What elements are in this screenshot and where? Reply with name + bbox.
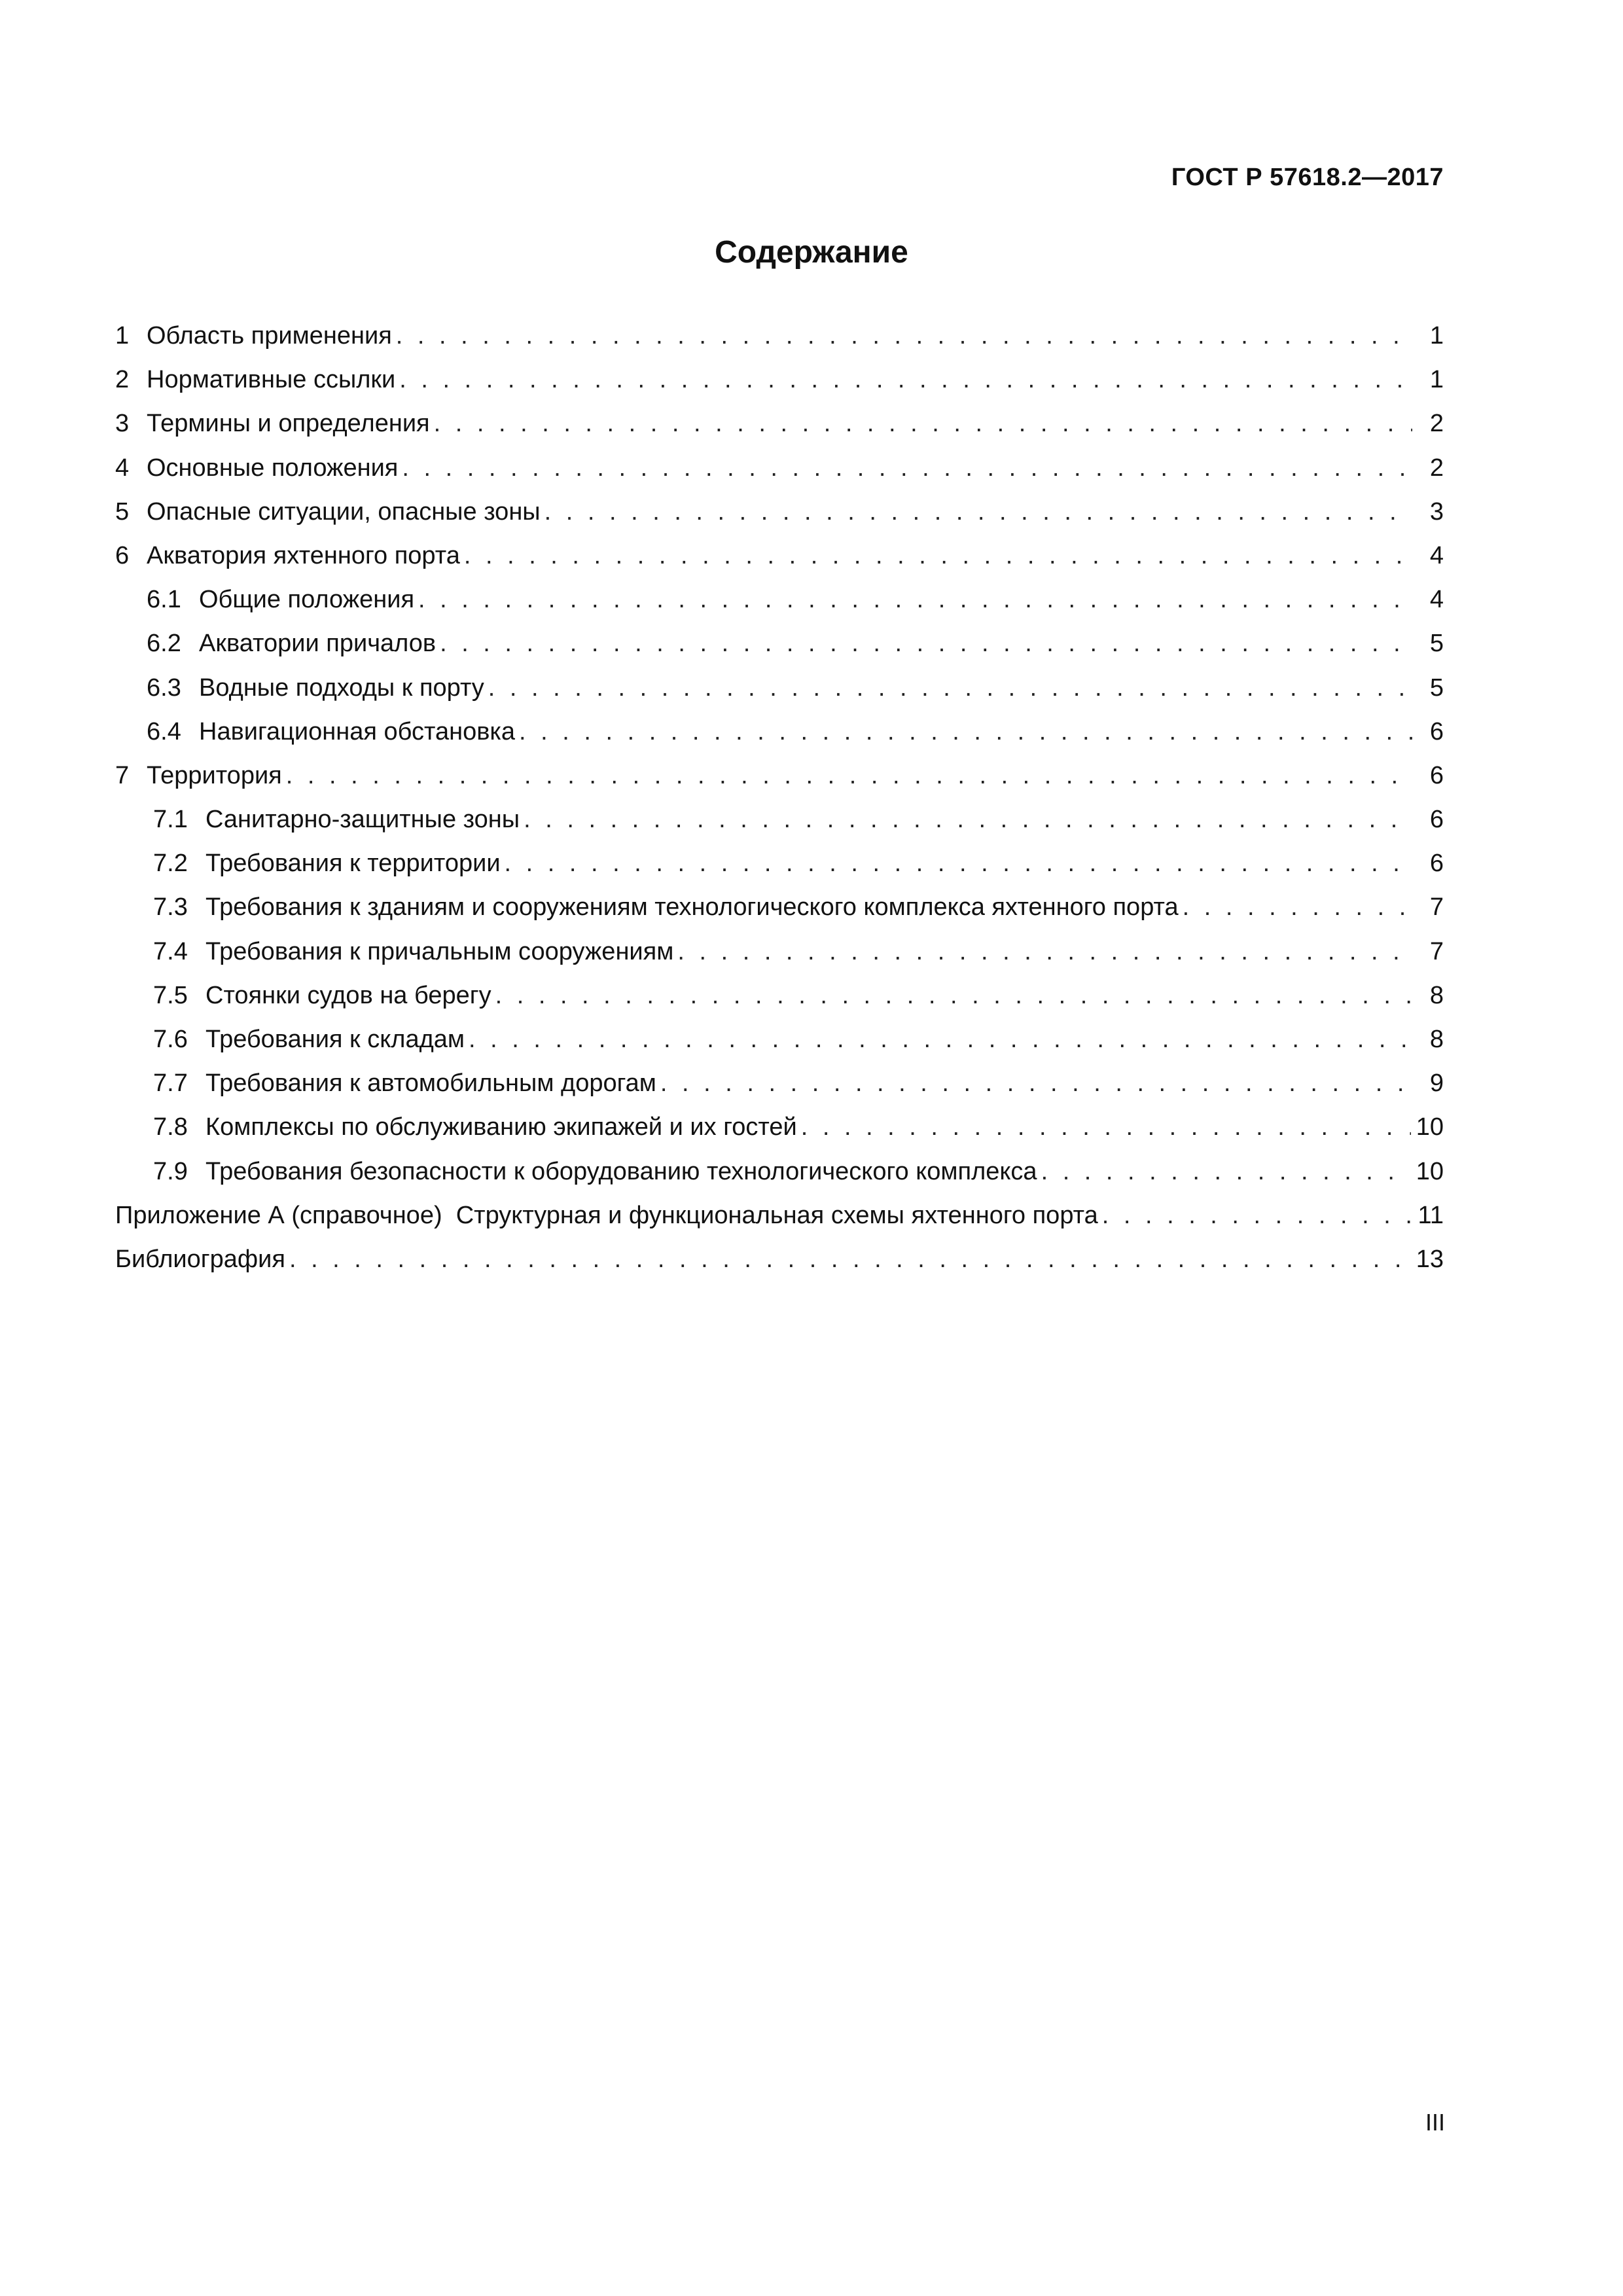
toc-entry-number: 7.8 (153, 1113, 188, 1141)
toc-leader-dots (544, 490, 1412, 534)
toc-entry-number: 6.1 (147, 586, 181, 614)
toc-entry-label: Требования к причальным сооружениям (205, 937, 674, 965)
toc-leader-dots (396, 314, 1412, 358)
toc-entry-number: 7.1 (153, 806, 188, 834)
toc-entry-label: Требования безопасности к оборудованию технологического комплекса (205, 1157, 1037, 1185)
toc-entry-6[interactable] (115, 534, 1444, 578)
toc-entry-7-4[interactable] (115, 930, 1444, 974)
toc-entry-7-6[interactable] (115, 1018, 1444, 1062)
toc-leader-dots (801, 1105, 1411, 1149)
toc-entry-page: 7 (1429, 937, 1444, 965)
toc-leader-dots (402, 446, 1412, 490)
toc-entry-page: 4 (1429, 541, 1444, 569)
toc-entry-label: Требования к зданиям и сооружениям технологического комплекса яхтенного порта (205, 893, 1179, 922)
toc-leader-dots (464, 534, 1412, 578)
toc-entry-7-5[interactable] (115, 974, 1444, 1018)
toc-leader-dots (440, 622, 1412, 666)
toc-entry-page: 7 (1429, 893, 1444, 922)
toc-leader-dots (677, 930, 1412, 974)
toc-entry-7-2[interactable] (115, 842, 1444, 886)
toc-entry-label: Территория (147, 761, 282, 789)
toc-leader-dots (488, 666, 1412, 710)
toc-entry-number: 7.6 (153, 1026, 188, 1053)
toc-entry-number: 1 (115, 322, 130, 350)
toc-entry-6-4[interactable] (115, 710, 1444, 754)
toc-leader-dots (505, 842, 1412, 886)
toc-entry-label: Требования к автомобильным дорогам (205, 1069, 656, 1098)
toc-entry-page: 10 (1416, 1157, 1444, 1185)
toc-entry-label: Область применения (147, 322, 392, 350)
toc-entry-number: 7.7 (153, 1069, 188, 1098)
toc-entry-page: 3 (1429, 497, 1444, 526)
toc-leader-dots (399, 358, 1412, 402)
toc-entry-number: 6.2 (147, 630, 181, 658)
toc-title: Содержание (715, 235, 908, 270)
toc-entry-6-1[interactable] (115, 578, 1444, 622)
toc-entry-label: Водные подходы к порту (199, 673, 484, 702)
toc-entry-page: 9 (1429, 1069, 1444, 1098)
document-code: ГОСТ Р 57618.2—2017 (1171, 164, 1444, 191)
toc-entry-page: 8 (1429, 981, 1444, 1009)
toc-entry-appendix-a[interactable] (115, 1194, 1444, 1238)
toc-entry-6-3[interactable] (115, 666, 1444, 710)
toc-entry-6-2[interactable] (115, 622, 1444, 666)
toc-entry-number: 3 (115, 410, 130, 438)
toc-entry-page: 5 (1429, 630, 1444, 658)
toc-entry-label: Приложение А (справочное) Структурная и функциональная схемы яхтенного порта (115, 1201, 1098, 1229)
page-number: III (1425, 2109, 1445, 2136)
toc-entry-number: 2 (115, 366, 130, 394)
toc-entry-bibliography[interactable] (115, 1238, 1444, 1282)
toc-entry-number: 7.5 (153, 981, 188, 1009)
toc-entry-number: 5 (115, 497, 130, 526)
toc-entry-4[interactable] (115, 446, 1444, 490)
toc-entry-7-3[interactable] (115, 886, 1444, 929)
toc-entry-7[interactable] (115, 754, 1444, 798)
toc-entry-number: 7.2 (153, 850, 188, 878)
toc-entry-5[interactable] (115, 490, 1444, 534)
toc-entry-label: Основные положения (147, 454, 399, 482)
toc-entry-page: 13 (1416, 1245, 1444, 1273)
toc-entry-number: 4 (115, 454, 130, 482)
toc-entry-label: Санитарно-защитные зоны (205, 806, 520, 834)
toc-entry-label: Опасные ситуации, опасные зоны (147, 497, 541, 526)
toc-entry-page: 1 (1429, 366, 1444, 394)
toc-entry-2[interactable] (115, 358, 1444, 402)
toc-leader-dots (1102, 1194, 1412, 1238)
toc-entry-page: 8 (1429, 1026, 1444, 1053)
toc-leader-dots (286, 754, 1412, 798)
toc-entry-label: Акватории причалов (199, 630, 437, 658)
toc-entry-3[interactable] (115, 402, 1444, 446)
toc-entry-label: Термины и определения (147, 410, 430, 438)
toc-leader-dots (289, 1238, 1411, 1282)
toc-leader-dots (1041, 1150, 1411, 1194)
toc-entry-7-1[interactable] (115, 798, 1444, 842)
toc-entry-page: 2 (1429, 410, 1444, 438)
toc-entry-number: 7.3 (153, 893, 188, 922)
toc-leader-dots (469, 1018, 1412, 1062)
table-of-contents (115, 314, 1444, 1282)
toc-entry-page: 6 (1429, 717, 1444, 745)
toc-entry-7-8[interactable] (115, 1105, 1444, 1149)
toc-entry-label: Требования к складам (205, 1026, 465, 1053)
toc-entry-7-7[interactable] (115, 1062, 1444, 1105)
toc-entry-page: 2 (1429, 454, 1444, 482)
toc-entry-number: 6.3 (147, 673, 181, 702)
toc-entry-label: Нормативные ссылки (147, 366, 396, 394)
toc-leader-dots (418, 578, 1412, 622)
toc-entry-number: 7 (115, 761, 130, 789)
toc-entry-number: 7.9 (153, 1157, 188, 1185)
toc-entry-page: 6 (1429, 806, 1444, 834)
toc-leader-dots (1183, 886, 1412, 929)
toc-entry-1[interactable] (115, 314, 1444, 358)
toc-leader-dots (524, 798, 1412, 842)
toc-entry-page: 6 (1429, 850, 1444, 878)
toc-entry-label: Библиография (115, 1245, 285, 1273)
toc-entry-page: 11 (1418, 1201, 1444, 1229)
toc-leader-dots (519, 710, 1412, 754)
toc-entry-number: 7.4 (153, 937, 188, 965)
toc-entry-label: Общие положения (199, 586, 415, 614)
toc-entry-label: Комплексы по обслуживанию экипажей и их гостей (205, 1113, 797, 1141)
toc-leader-dots (495, 974, 1412, 1018)
toc-entry-number: 6 (115, 541, 130, 569)
toc-leader-dots (434, 402, 1412, 446)
toc-entry-page: 1 (1429, 322, 1444, 350)
toc-entry-label: Навигационная обстановка (199, 717, 515, 745)
toc-entry-label: Акватория яхтенного порта (147, 541, 460, 569)
toc-entry-7-9[interactable] (115, 1150, 1444, 1194)
toc-leader-dots (660, 1062, 1412, 1105)
toc-entry-page: 5 (1429, 673, 1444, 702)
toc-entry-page: 4 (1429, 586, 1444, 614)
toc-entry-number: 6.4 (147, 717, 181, 745)
toc-entry-page: 10 (1416, 1113, 1444, 1141)
toc-entry-label: Требования к территории (205, 850, 501, 878)
toc-entry-page: 6 (1429, 761, 1444, 789)
toc-entry-label: Стоянки судов на берегу (205, 981, 491, 1009)
